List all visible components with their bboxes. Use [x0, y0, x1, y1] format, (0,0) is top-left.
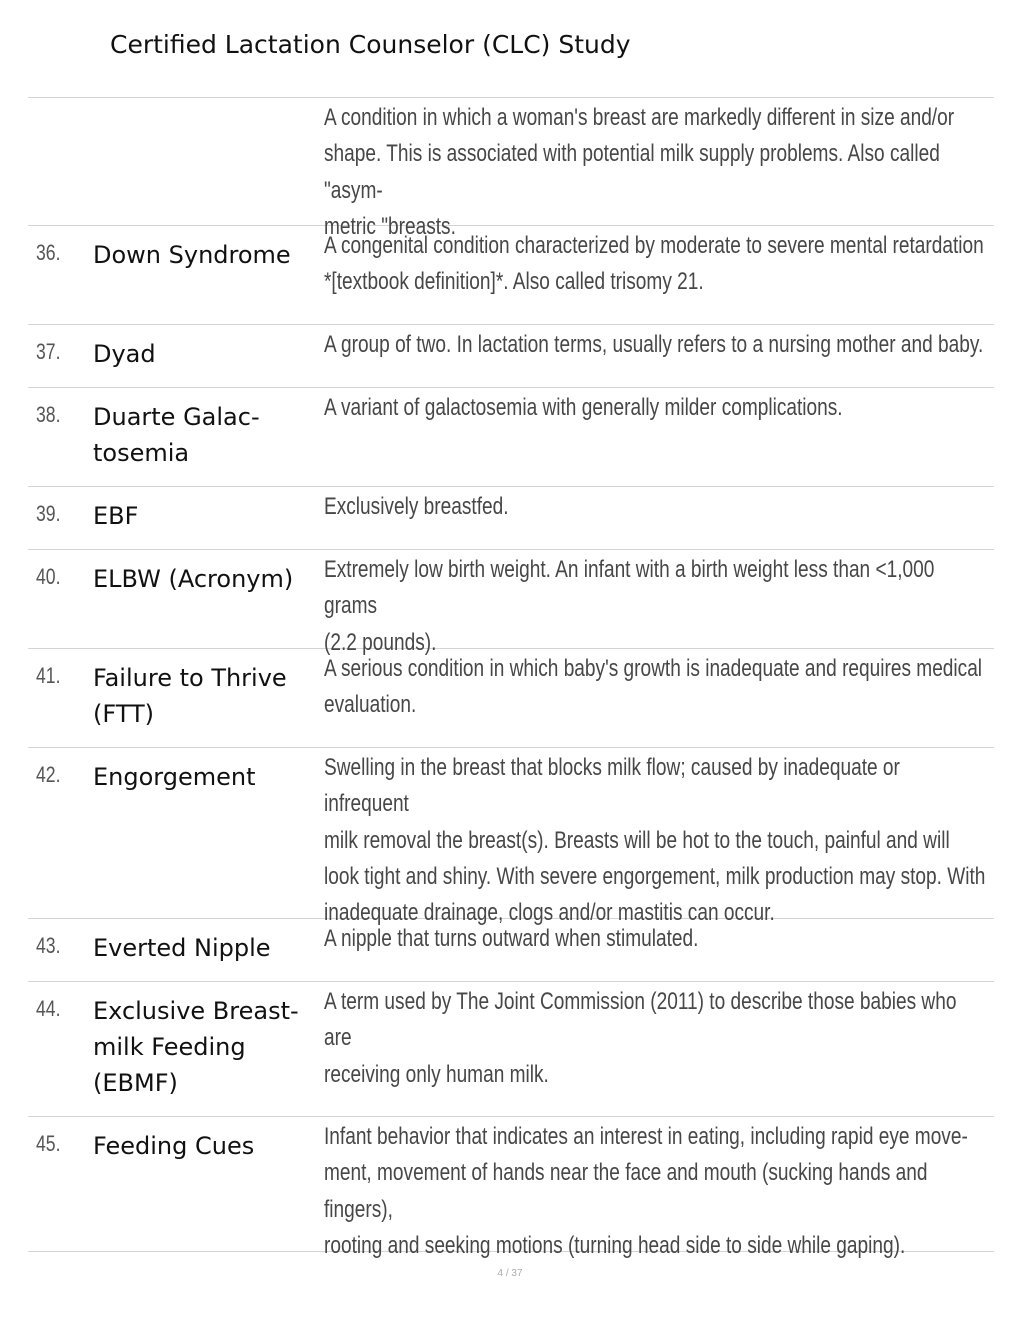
entry-definition: A variant of galactosemia with generally milder complications. [324, 394, 843, 421]
entry-definition: A serious condition in which baby's growth is inadequate and requires medical evaluation. [324, 655, 983, 719]
entry-number: 38. [36, 402, 61, 427]
entry-definition: Swelling in the breast that blocks milk flow; caused by inadequate or infrequent milk removal the breast(s). Breasts will be hot to the touch, painful and will look tight and shiny. With severe engorgement, milk production may stop. With inadequate drainage, clogs and/or mastitis can occur. [324, 754, 986, 927]
glossary-row [28, 1117, 994, 1259]
glossary-row [28, 487, 994, 550]
page-indicator: 4 / 37 [497, 1268, 523, 1279]
entry-number: 45. [36, 1131, 61, 1156]
entry-definition: A term used by The Joint Commission (2011) to describe those babies who are receiving only human milk. [324, 988, 957, 1088]
entry-number: 40. [36, 564, 61, 589]
glossary-row [28, 388, 994, 487]
entry-definition: A group of two. In lactation terms, usually refers to a nursing mother and baby. [324, 331, 984, 358]
entry-term: Down Syndrome [93, 241, 291, 269]
entry-term: Duarte Galac- tosemia [93, 403, 260, 467]
entry-definition: Extremely low birth weight. An infant with a birth weight less than <1,000 grams (2.2 pounds). [324, 556, 935, 656]
entry-number: 44. [36, 996, 61, 1021]
entry-number: 41. [36, 663, 61, 688]
entry-definition: A congenital condition characterized by moderate to severe mental retardation *[textbook definition]*. Also called trisomy 21. [324, 232, 984, 296]
entry-definition: A condition in which a woman's breast are markedly different in size and/or shape. This is associated with potential milk supply problems. Also called "asym- metric "breasts. [324, 104, 955, 240]
page-title: Certified Lactation Counselor (CLC) Study [110, 30, 631, 59]
entry-number: 37. [36, 339, 61, 364]
glossary-row [28, 550, 994, 656]
glossary-row [28, 98, 994, 240]
entry-term: Dyad [93, 340, 156, 368]
entry-term: ELBW (Acronym) [93, 565, 294, 593]
entry-definition: Exclusively breastfed. [324, 493, 509, 520]
entry-term: EBF [93, 502, 139, 530]
entry-number: 42. [36, 762, 61, 787]
glossary-table [28, 98, 994, 1259]
entry-number: 36. [36, 240, 61, 265]
entry-term: Feeding Cues [93, 1132, 255, 1160]
entry-definition: Infant behavior that indicates an interest in eating, including rapid eye move- ment, movement of hands near the face and mouth (sucking hands and fingers), rooting and seeking motions (turning head side to side while gaping). [324, 1123, 968, 1259]
glossary-row [28, 919, 994, 982]
glossary-row [28, 982, 994, 1117]
glossary-row [28, 748, 994, 927]
entry-term: Failure to Thrive (FTT) [93, 664, 287, 728]
glossary-row [28, 226, 994, 325]
entry-term: Everted Nipple [93, 934, 271, 962]
entry-term: Exclusive Breast- milk Feeding (EBMF) [93, 997, 299, 1097]
glossary-row [28, 325, 994, 388]
entry-number: 43. [36, 933, 61, 958]
entry-definition: A nipple that turns outward when stimulated. [324, 925, 699, 952]
entry-term: Engorgement [93, 763, 256, 791]
glossary-row [28, 649, 994, 748]
entry-number: 39. [36, 501, 61, 526]
